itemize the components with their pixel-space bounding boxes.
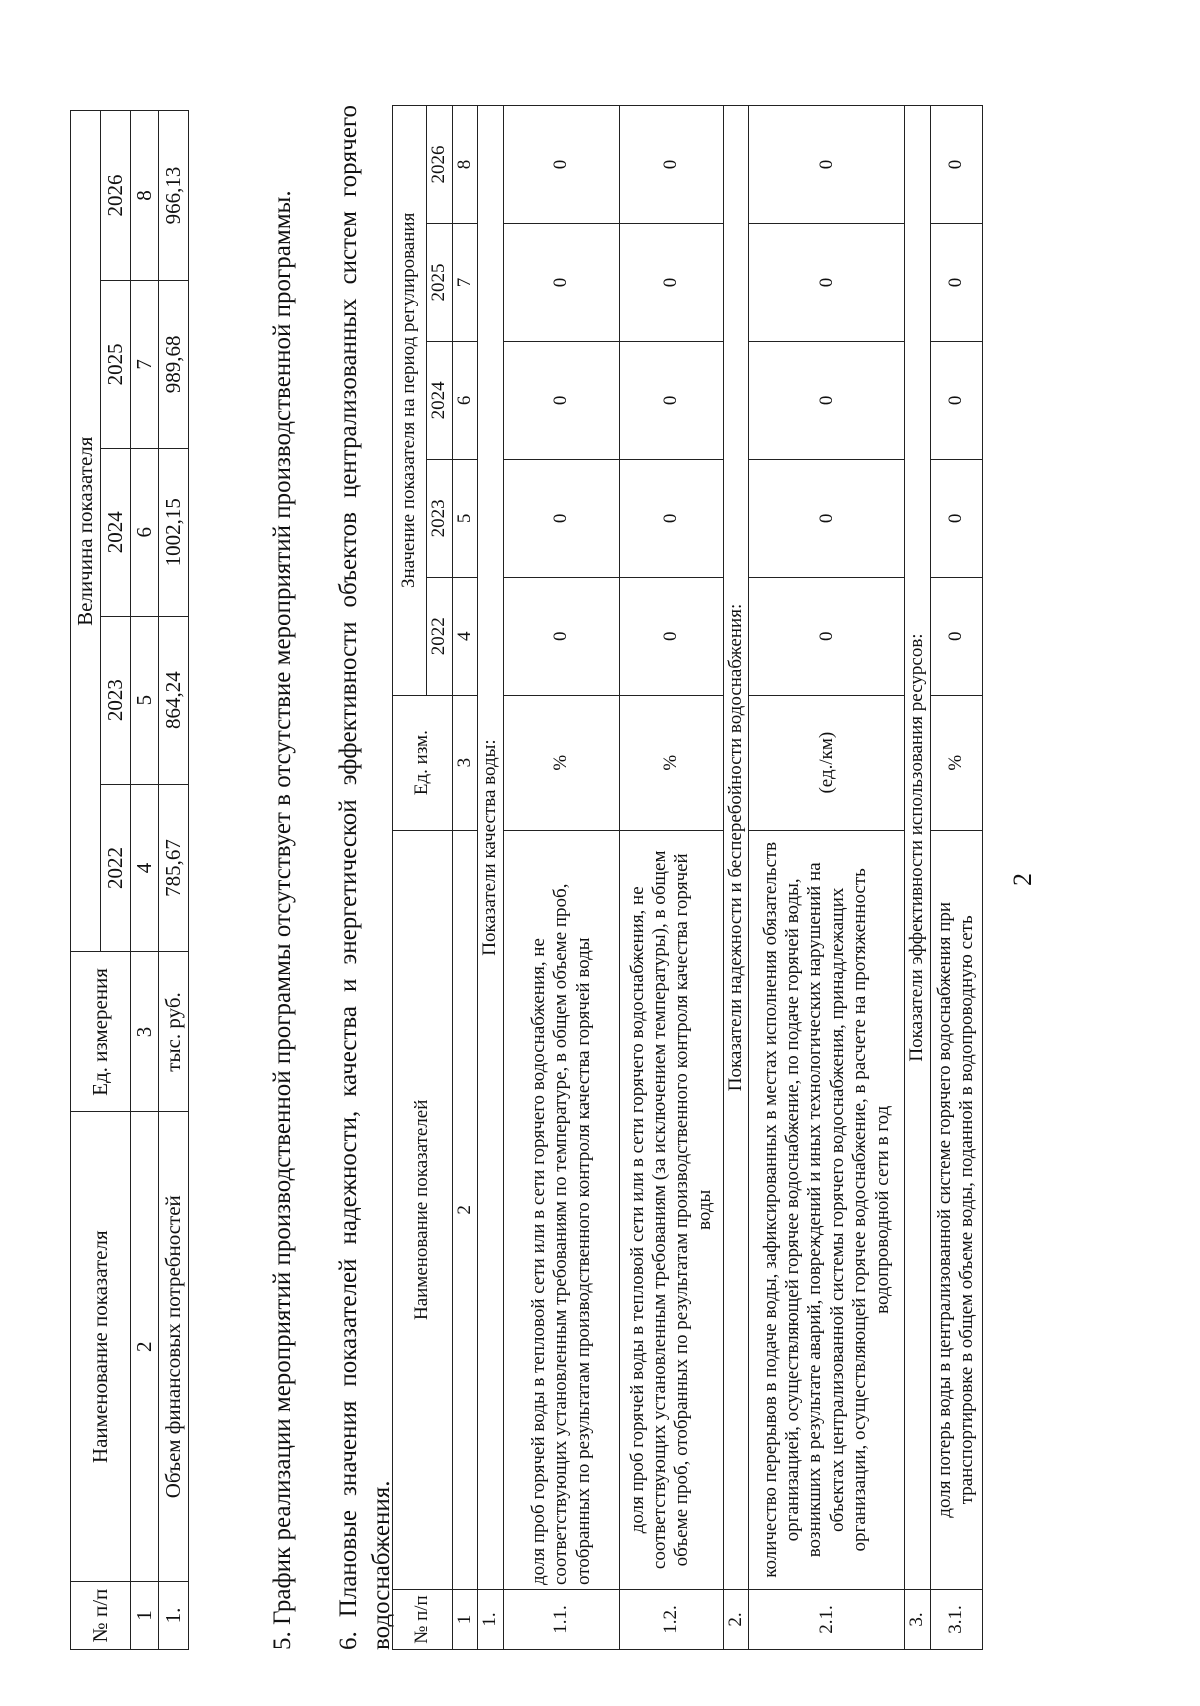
row-value: 0 <box>930 106 982 224</box>
header-name: Наименование показателей <box>393 830 453 1589</box>
row-value: 0 <box>619 106 723 224</box>
row-num: 1.2. <box>619 1590 723 1650</box>
row-value: 785,67 <box>159 784 189 952</box>
row-value: 0 <box>749 577 905 695</box>
row-value: 0 <box>619 459 723 577</box>
indicators-table <box>392 105 983 1650</box>
header-year: 2023 <box>101 616 131 784</box>
table-row <box>159 111 189 1650</box>
header-year: 2022 <box>427 577 453 695</box>
header-value-group: Значение показателя на период регулирования <box>393 106 427 696</box>
row-value: 0 <box>930 577 982 695</box>
index-cell: 8 <box>131 111 159 281</box>
paragraph-6: 6. Плановые значения показателей надежности, качества и энергетической эффективности объектов централизованных систем горячего водоснабжения. <box>335 105 395 1650</box>
row-value: 0 <box>503 224 619 342</box>
row-value: 0 <box>749 106 905 224</box>
section-row <box>723 106 748 1650</box>
row-unit: % <box>503 695 619 830</box>
document-page <box>70 90 1150 1650</box>
table-row <box>503 106 619 1650</box>
table-row <box>619 106 723 1650</box>
row-num: 2.1. <box>749 1590 905 1650</box>
financial-needs-table <box>70 110 189 1650</box>
row-value: 0 <box>619 341 723 459</box>
index-cell: 5 <box>131 616 159 784</box>
row-name: доля проб горячей воды в тепловой сети или в сети горячего водоснабжения, не соответствующих установленным требованиям (за исключением температуры), в общем объеме проб, отобранных по результатам производственного контроля качества горячей воды <box>619 830 723 1589</box>
section-num: 2. <box>723 1590 748 1650</box>
row-name: Объем финансовых потребностей <box>159 1112 189 1582</box>
row-value: 0 <box>930 341 982 459</box>
section-row <box>478 106 503 1650</box>
row-name: доля потерь воды в централизованной системе горячего водоснабжения при транспортировке в общем объеме воды, поданной в водопроводную сеть <box>930 830 982 1589</box>
header-year: 2025 <box>427 224 453 342</box>
row-unit: % <box>619 695 723 830</box>
row-value: 864,24 <box>159 616 189 784</box>
row-value: 966,13 <box>159 111 189 281</box>
section-title: Показатели эффективности использования ресурсов: <box>905 106 930 1590</box>
row-value: 0 <box>749 341 905 459</box>
section-num: 1. <box>478 1590 503 1650</box>
row-name: доля проб горячей воды в тепловой сети или в сети горячего водоснабжения, не соответствующих установленным требованиям по температуре, в общем объеме проб, отобранных по результатам производственного контроля качества горячей воды <box>503 830 619 1589</box>
header-unit: Ед. изм. <box>393 695 453 830</box>
index-cell: 5 <box>453 459 478 577</box>
index-cell: 3 <box>131 952 159 1112</box>
row-num: 3.1. <box>930 1590 982 1650</box>
row-value: 0 <box>930 224 982 342</box>
section-row <box>905 106 930 1650</box>
header-name: Наименование показателя <box>71 1112 131 1582</box>
row-value: 0 <box>503 459 619 577</box>
index-cell: 7 <box>453 224 478 342</box>
row-value: 0 <box>619 577 723 695</box>
row-value: 1002,15 <box>159 448 189 616</box>
index-cell: 2 <box>131 1112 159 1582</box>
header-year: 2026 <box>427 106 453 224</box>
row-unit: % <box>930 695 982 830</box>
row-value: 989,68 <box>159 280 189 448</box>
row-value: 0 <box>503 341 619 459</box>
header-num: № п/п <box>71 1582 131 1650</box>
section-title: Показатели надежности и бесперебойности водоснабжения: <box>723 106 748 1590</box>
paragraph-5: 5. График реализации мероприятий производственной программы отсутствует в отсутствие мероприятий производственной программы. <box>269 190 296 1650</box>
row-value: 0 <box>503 577 619 695</box>
index-cell: 1 <box>453 1590 478 1650</box>
row-value: 0 <box>749 224 905 342</box>
index-cell: 1 <box>131 1582 159 1650</box>
index-cell: 4 <box>131 784 159 952</box>
index-row <box>131 111 159 1650</box>
index-cell: 7 <box>131 280 159 448</box>
row-num: 1.1. <box>503 1590 619 1650</box>
index-cell: 6 <box>131 448 159 616</box>
header-year: 2025 <box>101 280 131 448</box>
index-cell: 8 <box>453 106 478 224</box>
index-cell: 4 <box>453 577 478 695</box>
row-unit: (ед./км) <box>749 695 905 830</box>
header-year: 2022 <box>101 784 131 952</box>
header-year: 2023 <box>427 459 453 577</box>
table-row <box>749 106 905 1650</box>
header-num: № п/п <box>393 1590 453 1650</box>
page-number: 2 <box>1008 873 1037 886</box>
row-value: 0 <box>930 459 982 577</box>
index-row <box>453 106 478 1650</box>
row-value: 0 <box>503 106 619 224</box>
header-year: 2026 <box>101 111 131 281</box>
row-value: 0 <box>619 224 723 342</box>
table-row <box>930 106 982 1650</box>
index-cell: 2 <box>453 830 478 1589</box>
index-cell: 3 <box>453 695 478 830</box>
section-num: 3. <box>905 1590 930 1650</box>
header-year: 2024 <box>427 341 453 459</box>
row-num: 1. <box>159 1582 189 1650</box>
row-unit: тыс. руб. <box>159 952 189 1112</box>
header-unit: Ед. измерения <box>71 952 131 1112</box>
row-value: 0 <box>749 459 905 577</box>
header-year: 2024 <box>101 448 131 616</box>
header-value-group: Величина показателя <box>71 111 101 952</box>
row-name: количество перерывов в подаче воды, зафиксированных в местах исполнения обязательств организацией, осуществляющей горячее водоснабжение, по подаче горячей воды, возникших в результате аварий, повреждений и иных технологических нарушений на объектах централизованной системы горячего водоснабжения, принадлежащих организации, осуществляющей горячее водоснабжение, в расчете на протяженность водопроводной сети в год <box>749 830 905 1589</box>
index-cell: 6 <box>453 341 478 459</box>
section-title: Показатели качества воды: <box>478 106 503 1590</box>
